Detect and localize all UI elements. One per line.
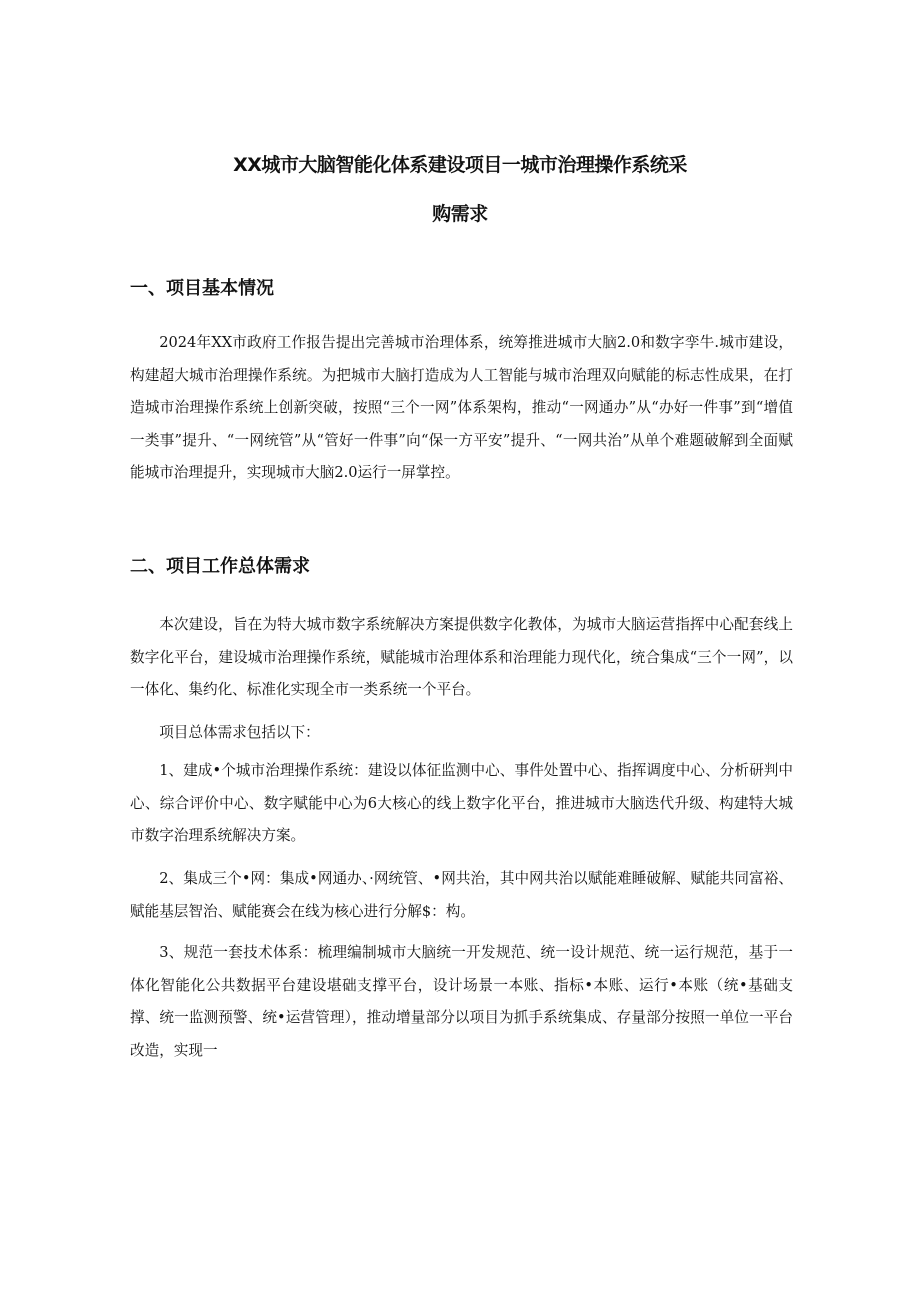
- requirements-list-intro: 项目总体需求包括以下：: [159, 724, 320, 741]
- document-title-line-2: 购需求: [432, 203, 488, 225]
- section-paragraph-intro: 本次建设，旨在为特大城市数字系统解决方案提供数字化教体，为城市大脑运营指挥中心配套线上数字化平台，建设城市治理操作系统，赋能城市治理体系和治理能力现代化，统合集成“三个一网”，以一体化、集约化、标准化实现全市一类系统一个平台。: [130, 616, 793, 698]
- section-heading-basic-info: 一、项目基本情况: [130, 278, 274, 299]
- requirement-item-1: 1、建成•个城市治理操作系统：建设以体征监测中心、事件处置中心、指挥调度中心、分析研判中心、综合评价中心、数字赋能中心为6大核心的线上数字化平台，推进城市大脑迭代升级、构建特大城市数字治理系统解决方案。: [130, 762, 793, 844]
- requirement-item-2: 2、集成三个•网：集成•网通办、·网统管、•网共治，其中网共治以赋能难睡破解、赋能共同富裕、赋能基层智治、赋能赛会在线为核心进行分解$：构。: [130, 870, 793, 920]
- section-heading-overall-requirements: 二、项目工作总体需求: [130, 556, 310, 577]
- document-title-line-1: XX城市大脑智能化体系建设项目一城市治理操作系统采: [233, 154, 687, 176]
- section-paragraph-basic-info: 2024年XX市政府工作报告提出完善城市治理体系，统筹推进城市大脑2.0和数字孪牛.城市建设，构建超大城市治理操作系统。为把城市大脑打造成为人工智能与城市治理双向赋能的标志性成果，在打造城市治理操作系统上创新突破，按照“三个一网”体系架构，推动“一网通办”从“办好一件事”到“增值一类事”提升、“一网统管”从“管好一件事”向“保一方平安”提升、“一网共治”从单个难题破解到全面赋能城市治理提升，实现城市大脑2.0运行一屏掌控。: [130, 334, 793, 481]
- requirement-item-3: 3、规范一套技术体系：梳理编制城市大脑统一开发规范、统一设计规范、统一运行规范，基于一体化智能化公共数据平台建设堪础支撑平台，设计场景一本账、指标•本账、运行•本账（统•基础支撑、统一监测预警、统•运营管理），推动增量部分以项目为抓手系统集成、存量部分按照一单位一平台改造，实现一: [130, 944, 793, 1059]
